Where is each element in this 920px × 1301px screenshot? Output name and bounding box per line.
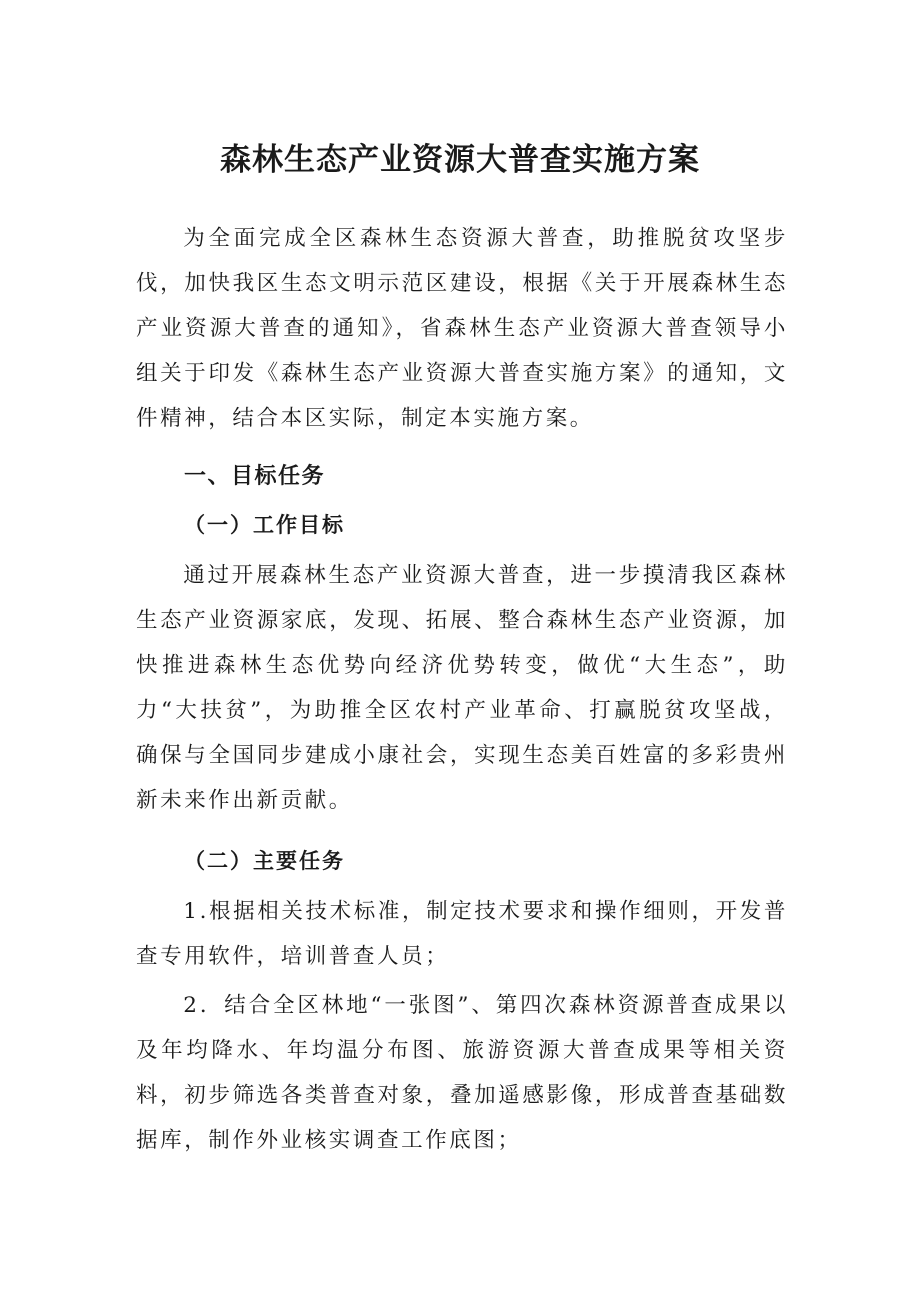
section-heading-goals: 一、目标任务: [184, 464, 326, 489]
intro-paragraph: 为全面完成全区森林生态资源大普查，助推脱贫攻坚步伐，加快我区生态文明示范区建设，根据《关于开展森林生态产业资源大普查的通知》，省森林生态产业资源大普查领导小组关于印发《森林生态产业资源大普查实施方案》的通知，文件精神，结合本区实际，制定本实施方案。: [136, 226, 788, 431]
task-item-2: 2．结合全区林地“一张图”、第四次森林资源普查成果以及年均降水、年均温分布图、旅游资源大普查成果等相关资料，初步筛选各类普查对象，叠加遥感影像，形成普查基础数据库，制作外业核实调查工作底图；: [136, 993, 788, 1153]
document-title: 森林生态产业资源大普查实施方案: [220, 142, 700, 178]
task-item-1: 1.根据相关技术标准，制定技术要求和操作细则，开发普查专用软件，培训普查人员；: [136, 899, 788, 969]
subheading-work-goal: （一）工作目标: [184, 512, 345, 537]
subheading-main-tasks: （二）主要任务: [184, 848, 345, 873]
work-goal-paragraph: 通过开展森林生态产业资源大普查，进一步摸清我区森林生态产业资源家底，发现、拓展、整合森林生态产业资源，加快推进森林生态优势向经济优势转变，做优“大生态”，助力“大扶贫”，为助推全区农村产业革命、打赢脱贫攻坚战，确保与全国同步建成小康社会，实现生态美百姓富的多彩贵州新未来作出新贡献。: [136, 563, 788, 813]
